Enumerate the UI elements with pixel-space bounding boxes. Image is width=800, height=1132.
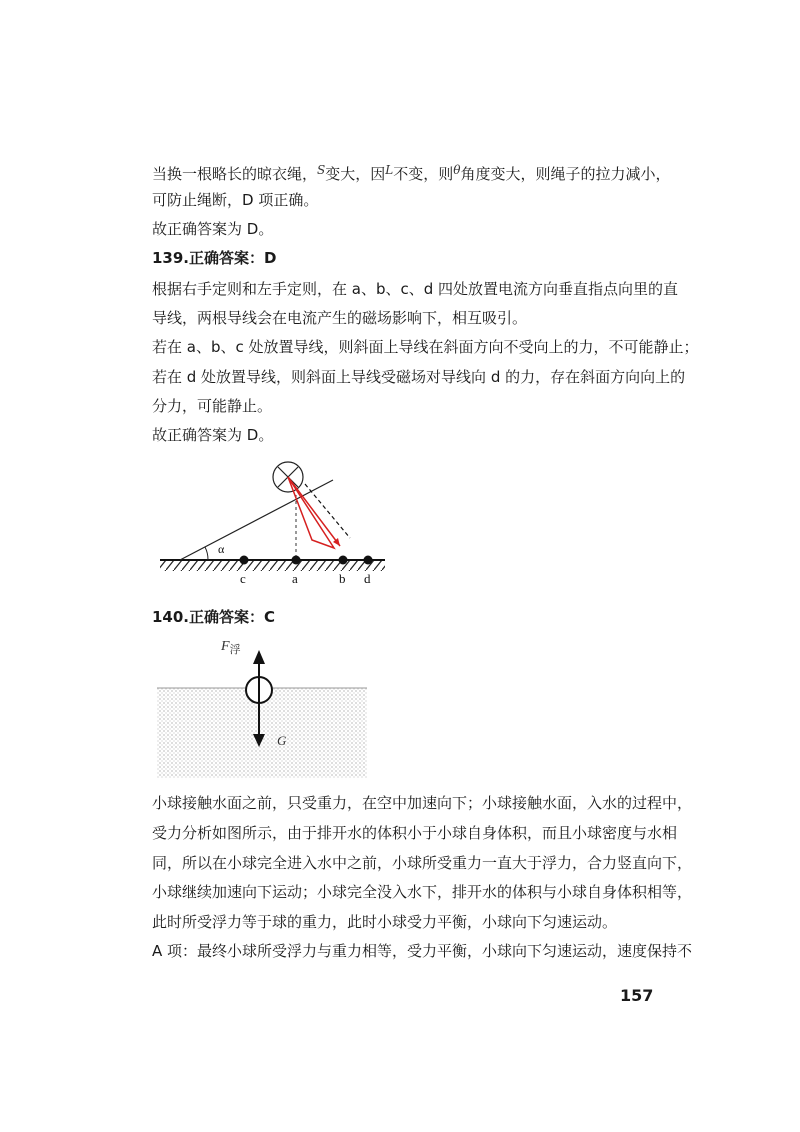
- text-line-1: [152, 160, 671, 184]
- point-d: [364, 556, 373, 565]
- q139-line: 根据右手定则和左手定则，在 a、b、c、d 四处放置电流方向垂直指点向里的直: [152, 280, 679, 298]
- label-c: c: [240, 571, 246, 586]
- gravity-label: G: [277, 733, 287, 748]
- buoyancy-label: [220, 639, 241, 656]
- force-triangle: [288, 477, 334, 548]
- buoyancy-symbol: F: [221, 639, 230, 654]
- q140-line: 此时所受浮力等于球的重力，此时小球受力平衡，小球向下匀速运动。: [152, 913, 618, 931]
- q140-heading: 140.正确答案：C: [152, 608, 276, 626]
- q139-line: 故正确答案为 D。: [152, 426, 274, 444]
- text-segment: 当换一根略长的晾衣绳，: [152, 165, 318, 183]
- point-a: [292, 556, 301, 565]
- force-arrow-red: [288, 477, 340, 546]
- text-line-2: 可防止绳断，D 项正确。: [152, 191, 319, 209]
- buoyancy-figure: [155, 630, 370, 780]
- text-segment: 角度变大，则绳子的拉力减小，: [460, 165, 671, 183]
- q139-line: 若在 a、b、c 处放置导线，则斜面上导线在斜面方向不受向上的力，不可能静止；: [152, 338, 699, 356]
- q140-line: 同，所以在小球完全进入水中之前，小球所受重力一直大于浮力，合力竖直向下，: [152, 854, 693, 872]
- incline-figure: [150, 450, 410, 590]
- text-line-3: 故正确答案为 D。: [152, 220, 274, 238]
- q140-line: 小球接触水面之前，只受重力，在空中加速向下；小球接触水面，入水的过程中，: [152, 794, 693, 812]
- incline-line: [180, 480, 333, 560]
- q139-line: 导线，两根导线会在电流产生的磁场影响下，相互吸引。: [152, 309, 528, 327]
- q139-line: 分力，可能静止。: [152, 397, 273, 415]
- point-c: [240, 556, 249, 565]
- point-b: [339, 556, 348, 565]
- q140-line: 小球继续加速向下运动；小球完全没入水下，排开水的体积与小球自身体积相等，: [152, 883, 693, 901]
- symbol-theta: θ: [453, 163, 461, 177]
- ground-hatching: [160, 561, 385, 571]
- symbol-l: L: [385, 163, 394, 177]
- text-segment: 变大，因: [325, 165, 386, 183]
- angle-label: α: [218, 542, 225, 556]
- buoyancy-arrowhead: [253, 650, 265, 664]
- angle-arc: [205, 547, 208, 560]
- label-d: d: [364, 571, 371, 586]
- q140-line: A 项：最终小球所受浮力与重力相等，受力平衡，小球向下匀速运动，速度保持不: [152, 942, 693, 960]
- q139-heading: 139.正确答案：D: [152, 249, 277, 267]
- symbol-s: S: [317, 163, 326, 177]
- q139-line: 若在 d 处放置导线，则斜面上导线受磁场对导线向 d 的力，存在斜面方向向上的: [152, 368, 686, 386]
- label-b: b: [339, 571, 346, 586]
- label-a: a: [292, 571, 298, 586]
- q140-line: 受力分析如图所示，由于排开水的体积小于小球自身体积，而且小球密度与水相: [152, 824, 678, 842]
- page-number: 157: [620, 986, 654, 1005]
- text-segment: 不变，则: [393, 165, 454, 183]
- buoyancy-subscript: 浮: [229, 644, 241, 656]
